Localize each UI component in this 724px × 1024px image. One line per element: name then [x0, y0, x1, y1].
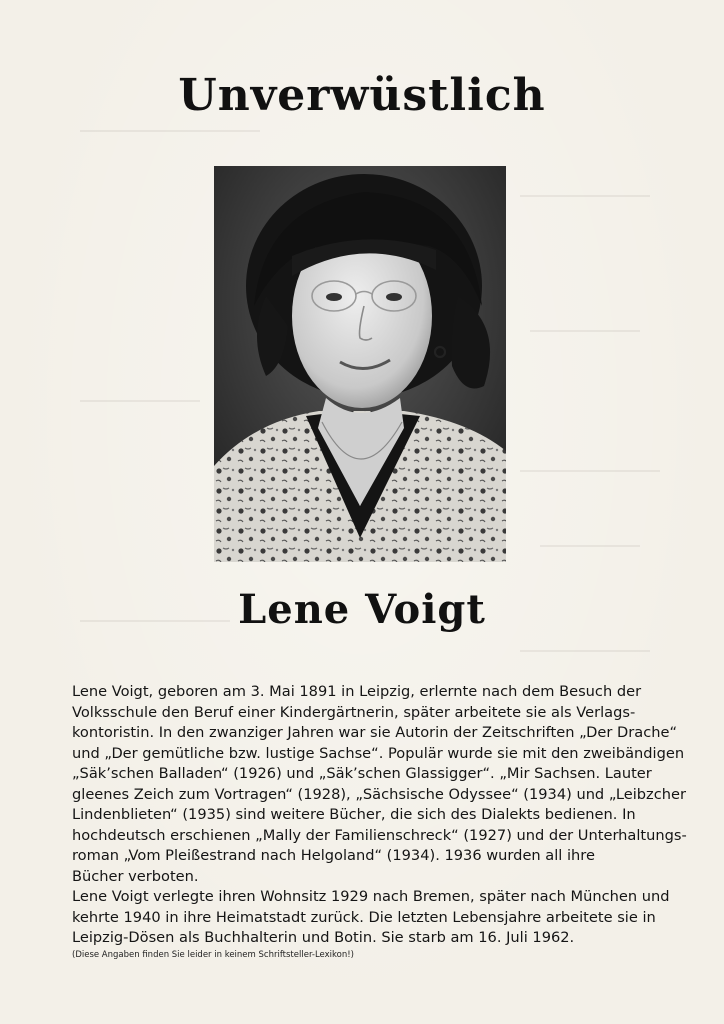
bio-line: Volksschule den Beruf einer Kindergärtnerin, später arbeitete sie als Verlags- — [72, 703, 636, 721]
bio-line: „Säk’schen Balladen“ (1926) und „Säk’schen Glassigger“. „Mir Sachsen. Lauter — [72, 765, 652, 782]
bio-line: hochdeutsch erschienen „Mally der Familienschreck“ (1927) und der Unterhaltungs- — [72, 826, 687, 844]
bio-line: Leipzig-Dösen als Buchhalterin und Botin. Sie starb am 16. Juli 1962. — [72, 929, 575, 946]
bleed-through-line — [520, 470, 660, 472]
bio-line: roman „Vom Pleißestrand nach Helgoland“ (1934). 1936 wurden all ihre — [72, 847, 595, 864]
bio-line: kehrte 1940 in ihre Heimatstadt zurück. Die letzten Lebensjahre arbeitete sie in — [72, 908, 656, 926]
bio-line: Lindenblieten“ (1935) sind weitere Bücher, die sich des Dialekts bedienen. In — [72, 806, 636, 823]
footnote: (Diese Angaben finden Sie leider in keinem Schriftsteller-Lexikon!) — [72, 950, 354, 960]
bleed-through-line — [80, 400, 200, 402]
bleed-through-line — [520, 195, 650, 197]
biography-text — [72, 682, 687, 949]
portrait-photo — [214, 166, 506, 562]
bio-line: kontoristin. In den zwanziger Jahren war sie Autorin der Zeitschriften „Der Drache“ — [72, 724, 678, 741]
bleed-through-line — [540, 545, 640, 547]
bio-line: Lene Voigt, geboren am 3. Mai 1891 in Leipzig, erlernte nach dem Besuch der — [72, 683, 642, 700]
bleed-through-line — [80, 130, 260, 132]
bio-line: gleenes Zeich zum Vortragen“ (1928), „Sächsische Odyssee“ (1934) und „Leibzcher — [72, 785, 686, 803]
headline: Unverwüstlich — [178, 70, 546, 121]
bio-line: Lene Voigt verlegte ihren Wohnsitz 1929 nach Bremen, später nach München und — [72, 888, 670, 905]
bleed-through-line — [520, 650, 650, 652]
person-name: Lene Voigt — [238, 586, 486, 633]
bio-line: und „Der gemütliche bzw. lustige Sachse“. Populär wurde sie mit den zweibändigen — [72, 744, 685, 762]
bleed-through-line — [530, 330, 640, 332]
bio-line: Bücher verboten. — [72, 867, 199, 885]
